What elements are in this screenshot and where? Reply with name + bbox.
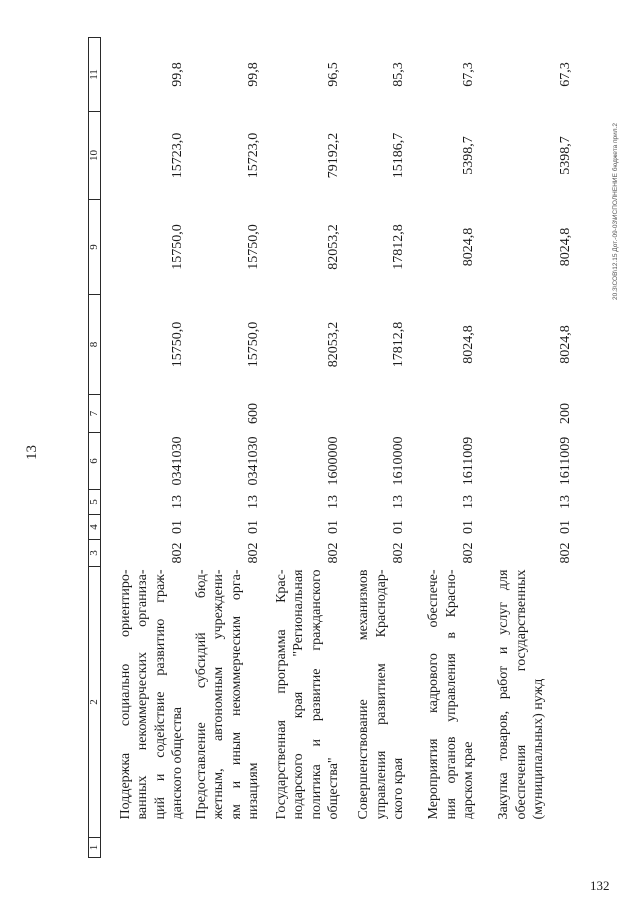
- cell-subsection-code: 13: [326, 495, 341, 509]
- column-number-7: 7: [89, 395, 101, 433]
- cell-expense-type: [267, 395, 347, 433]
- description-line: Предоставление субсидий бюд-: [193, 569, 209, 820]
- file-path-footer: 20.3\СОВ\12.15 Дот.-09-03\ИСПОЛНЕНИЕ бюджета прил.2: [612, 122, 619, 300]
- cell-execution-percent: 85,3: [391, 62, 406, 87]
- cell-department-code: 802: [246, 542, 261, 564]
- row-description: [412, 567, 482, 838]
- row-description: [347, 567, 412, 838]
- cell-executed-amount: 15723,0: [170, 132, 185, 179]
- cell-col-1: [347, 838, 412, 858]
- table-row: [412, 38, 482, 858]
- description-line: ванных некоммерческих организа-: [135, 569, 150, 820]
- cell-subsection-code: 13: [391, 495, 406, 509]
- cell-target-article: 1611009: [558, 436, 573, 486]
- description-line: общества": [326, 757, 341, 820]
- cell-department-code: 802: [391, 542, 406, 564]
- cell-target-article: 0341030: [170, 436, 185, 486]
- column-number-11: 11: [89, 38, 101, 112]
- cell-col-1: [267, 838, 347, 858]
- cell-approved-amount: 8024,8: [558, 325, 573, 364]
- cell-department-code: 802: [170, 542, 185, 564]
- cell-section-code: 01: [391, 520, 406, 534]
- cell-executed-amount: 15723,0: [246, 132, 261, 179]
- cell-refined-amount: 8024,8: [558, 227, 573, 267]
- description-line: дарском крае: [461, 741, 476, 820]
- cell-refined-amount: 15750,0: [170, 224, 185, 270]
- cell-subsection-code: 13: [170, 495, 185, 509]
- cell-approved-amount: 15750,0: [246, 321, 261, 368]
- cell-col-1: [191, 838, 267, 858]
- sheet-number: 132: [590, 878, 610, 893]
- description-line: жетным, автономным учреждени-: [211, 569, 226, 820]
- cell-col-1: [101, 838, 191, 858]
- cell-approved-amount: 8024,8: [461, 325, 476, 364]
- cell-execution-percent: 67,3: [461, 62, 476, 87]
- cell-expense-type: [347, 395, 412, 433]
- budget-table: [88, 38, 578, 858]
- description-line: данского общества: [170, 707, 185, 820]
- cell-refined-amount: 15750,0: [246, 224, 261, 270]
- column-number-4: 4: [89, 515, 101, 540]
- description-line: Закупка товаров, работ и услуг для: [496, 569, 511, 820]
- column-number-6: 6: [89, 433, 101, 490]
- description-line: управления развитием Краснодар-: [373, 569, 389, 820]
- cell-executed-amount: 79192,2: [326, 132, 341, 179]
- cell-approved-amount: 82053,2: [326, 321, 341, 368]
- cell-refined-amount: 82053,2: [326, 224, 341, 270]
- page-number: 13: [24, 445, 40, 460]
- cell-section-code: 01: [461, 520, 476, 534]
- row-description: [191, 567, 267, 838]
- cell-subsection-code: 13: [558, 495, 573, 509]
- table-row: [267, 38, 347, 858]
- cell-subsection-code: 13: [461, 495, 476, 509]
- cell-target-article: 0341030: [246, 436, 261, 486]
- cell-expense-type: 200: [558, 403, 573, 424]
- cell-col-1: [482, 838, 579, 858]
- cell-execution-percent: 67,3: [558, 62, 573, 87]
- column-number-row: [89, 38, 101, 858]
- cell-section-code: 01: [326, 520, 341, 534]
- row-description: [267, 567, 347, 838]
- description-line: Государственная программа Крас-: [273, 569, 289, 820]
- cell-target-article: 1600000: [326, 436, 341, 486]
- table-row: [482, 38, 579, 858]
- row-description: [482, 567, 579, 838]
- column-number-8: 8: [89, 295, 101, 395]
- column-number-9: 9: [89, 200, 101, 295]
- cell-target-article: 1610000: [391, 436, 406, 486]
- description-line: ям и иным некоммерческим орга-: [228, 569, 244, 820]
- cell-approved-amount: 17812,8: [391, 321, 406, 368]
- cell-executed-amount: 5398,7: [558, 136, 573, 175]
- cell-execution-percent: 96,5: [326, 62, 341, 87]
- column-number-3: 3: [89, 540, 101, 567]
- budget-table-grid: [88, 37, 579, 858]
- cell-refined-amount: 8024,8: [461, 227, 476, 267]
- description-line: Мероприятия кадрового обеспече-: [426, 569, 441, 820]
- row-description: [101, 567, 191, 838]
- cell-executed-amount: 5398,7: [461, 136, 476, 175]
- cell-executed-amount: 15186,7: [391, 132, 406, 179]
- column-number-5: 5: [89, 490, 101, 515]
- cell-execution-percent: 99,8: [246, 62, 261, 87]
- cell-execution-percent: 99,8: [170, 62, 185, 87]
- table-row: [347, 38, 412, 858]
- description-line: низациям: [246, 762, 261, 820]
- cell-expense-type: [412, 395, 482, 433]
- column-number-1: 1: [89, 838, 101, 858]
- cell-refined-amount: 17812,8: [391, 224, 406, 270]
- cell-expense-type: [101, 395, 191, 433]
- cell-target-article: 1611009: [461, 436, 476, 486]
- table-row: [101, 38, 191, 858]
- description-line: ций и содействие развитию граж-: [152, 569, 168, 820]
- cell-expense-type: 600: [246, 403, 261, 424]
- cell-section-code: 01: [170, 520, 185, 534]
- description-line: политика и развитие гражданского: [308, 569, 324, 820]
- description-line: обеспечения государственных: [513, 569, 529, 820]
- cell-section-code: 01: [558, 520, 573, 534]
- cell-department-code: 802: [461, 542, 476, 564]
- column-number-10: 10: [89, 112, 101, 200]
- cell-col-1: [412, 838, 482, 858]
- column-number-2: 2: [89, 567, 101, 838]
- description-line: ского края: [391, 757, 406, 820]
- description-line: ния органов управления в Красно-: [443, 569, 459, 820]
- cell-approved-amount: 15750,0: [170, 321, 185, 368]
- cell-section-code: 01: [246, 520, 261, 534]
- description-line: нодарского края "Региональная: [291, 569, 306, 820]
- cell-department-code: 802: [326, 542, 341, 564]
- description-line: (муниципальных) нужд: [531, 678, 546, 820]
- cell-department-code: 802: [558, 542, 573, 564]
- description-line: Совершенствование механизмов: [356, 569, 371, 820]
- description-line: Поддержка социально ориентиро-: [117, 569, 133, 820]
- table-row: [191, 38, 267, 858]
- cell-subsection-code: 13: [246, 495, 261, 509]
